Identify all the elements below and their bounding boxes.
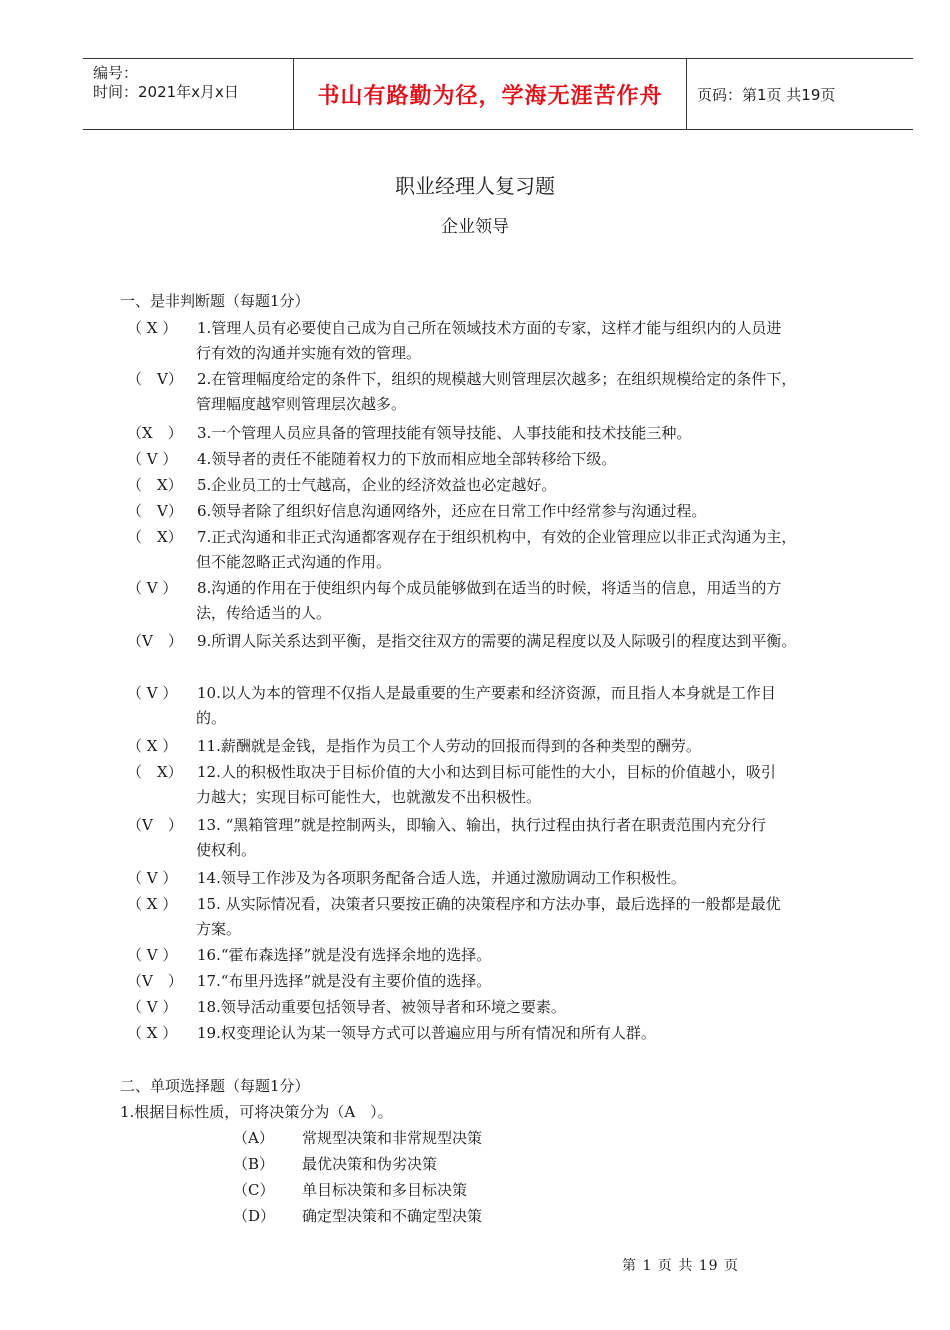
item-text: 4.领导者的责任不能随着权力的下放而相应地全部转移给下级。 [197, 450, 617, 468]
header-meta [83, 59, 294, 129]
answer-mark: （ V ） [127, 450, 178, 468]
header-code: 编号： [93, 64, 139, 82]
item-continuation: 管理幅度越窄则管理层次越多。 [196, 395, 407, 413]
item-continuation: 行有效的沟通并实施有效的管理。 [196, 344, 422, 362]
answer-mark: （V ） [127, 632, 183, 650]
document-subtitle: 企业领导 [441, 217, 509, 237]
option-a-text: 常规型决策和非常规型决策 [302, 1129, 483, 1147]
option-c-text: 单目标决策和多目标决策 [302, 1181, 468, 1199]
option-b-text: 最优决策和伪劣决策 [302, 1155, 438, 1173]
answer-mark: （ V ） [127, 946, 178, 964]
option-a-letter: （A） [233, 1129, 274, 1147]
item-text: 19.权变理论认为某一领导方式可以普遍应用与所有情况和所有人群。 [197, 1024, 656, 1042]
question-1: 1.根据目标性质，可将决策分为（A ）。 [120, 1103, 393, 1121]
header-motto-cell [294, 59, 687, 129]
answer-mark: （ X ） [127, 319, 178, 337]
item-text: 1.管理人员有必要使自己成为自己所在领域技术方面的专家，这样才能与组织内的人员进 [197, 319, 782, 337]
judgment-item [127, 475, 556, 495]
answer-mark: （ V） [127, 370, 183, 388]
item-text: 7.正式沟通和非正式沟通都客观存在于组织机构中，有效的企业管理应以非正式沟通为主， [197, 528, 797, 546]
answer-mark: （V ） [127, 816, 183, 834]
item-continuation: 的。 [196, 709, 227, 727]
item-text: 10.以人为本的管理不仅指人是最重要的生产要素和经济资源，而且指人本身就是工作目 [197, 684, 776, 702]
judgment-item [127, 449, 616, 469]
judgment-item [127, 369, 796, 389]
page-header [83, 58, 913, 130]
item-text: 3.一个管理人员应具备的管理技能有领导技能、人事技能和技术技能三种。 [197, 424, 692, 442]
item-text: 13. “黑箱管理”就是控制两头，即输入、输出，执行过程由执行者在职责范围内充分行 [197, 816, 766, 834]
item-continuation: 但不能忽略正式沟通的作用。 [196, 553, 392, 571]
judgment-item [127, 578, 781, 598]
item-text: 17.“布里丹选择”就是没有主要价值的选择。 [197, 972, 492, 990]
document-title: 职业经理人复习题 [395, 174, 555, 198]
judgment-item [127, 762, 776, 782]
answer-mark: （ V ） [127, 579, 178, 597]
item-text: 16.“霍布森选择”就是没有选择余地的选择。 [197, 946, 492, 964]
answer-mark: （ V ） [127, 684, 178, 702]
judgment-item [127, 971, 491, 991]
item-text: 15. 从实际情况看，决策者只要按正确的决策程序和方法办事，最后选择的一般都是最优 [197, 895, 781, 913]
judgment-item [127, 1023, 656, 1043]
judgment-item [127, 527, 796, 547]
option-d-letter: （D） [233, 1207, 276, 1225]
item-text: 14.领导工作涉及为各项职务配备合适人选，并通过激励调动工作积极性。 [197, 869, 686, 887]
judgment-item [127, 683, 776, 703]
judgment-item [127, 501, 706, 521]
answer-mark: （X ） [127, 424, 183, 442]
item-text: 11.薪酬就是金钱，是指作为员工个人劳动的回报而得到的各种类型的酬劳。 [197, 737, 701, 755]
item-continuation: 法，传给适当的人。 [196, 604, 332, 622]
option-d-text: 确定型决策和不确定型决策 [302, 1207, 483, 1225]
judgment-item [127, 945, 491, 965]
answer-mark: （ X） [127, 763, 183, 781]
header-motto: 书山有路勤为径，学海无涯苦作舟 [317, 83, 663, 109]
item-text: 18.领导活动重要包括领导者、被领导者和环境之要素。 [197, 998, 566, 1016]
judgment-item [127, 736, 701, 756]
answer-mark: （ V ） [127, 869, 178, 887]
header-time: 时间：2021年x月x日 [93, 83, 239, 101]
page-footer: 第 1 页 共 19 页 [622, 1258, 739, 1274]
answer-mark: （ V ） [127, 998, 178, 1016]
item-continuation: 力越大；实现目标可能性大，也就激发不出积极性。 [196, 788, 542, 806]
header-page-info: 页码：第1页 共19页 [697, 85, 836, 104]
answer-mark: （ X） [127, 476, 183, 494]
option-c-letter: （C） [233, 1181, 275, 1199]
judgment-item [127, 868, 686, 888]
item-text: 5.企业员工的士气越高，企业的经济效益也必定越好。 [197, 476, 557, 494]
item-text: 12.人的积极性取决于目标价值的大小和达到目标可能性的大小，目标的价值越小，吸引 [197, 763, 776, 781]
option-b-letter: （B） [233, 1155, 275, 1173]
item-text: 9.所谓人际关系达到平衡，是指交往双方的需要的满足程度以及人际吸引的程度达到平衡。 [197, 632, 797, 650]
judgment-item [127, 631, 796, 651]
item-text: 2.在管理幅度给定的条件下，组织的规模越大则管理层次越多；在组织规模给定的条件下， [197, 370, 797, 388]
answer-mark: （ X ） [127, 737, 178, 755]
answer-mark: （ X ） [127, 895, 178, 913]
item-continuation: 方案。 [196, 920, 242, 938]
judgment-item [127, 894, 781, 914]
answer-mark: （ X） [127, 528, 183, 546]
section2-heading: 二、单项选择题（每题1分） [120, 1077, 310, 1095]
answer-mark: （V ） [127, 972, 183, 990]
item-continuation: 使权利。 [196, 841, 257, 859]
answer-mark: （ X ） [127, 1024, 178, 1042]
item-text: 6.领导者除了组织好信息沟通网络外，还应在日常工作中经常参与沟通过程。 [197, 502, 707, 520]
judgment-item [127, 815, 766, 835]
answer-mark: （ V） [127, 502, 183, 520]
judgment-item [127, 318, 781, 338]
judgment-item [127, 997, 566, 1017]
judgment-item [127, 423, 691, 443]
section1-heading: 一、是非判断题（每题1分） [120, 292, 310, 310]
item-text: 8.沟通的作用在于使组织内每个成员能够做到在适当的时候，将适当的信息，用适当的方 [197, 579, 782, 597]
